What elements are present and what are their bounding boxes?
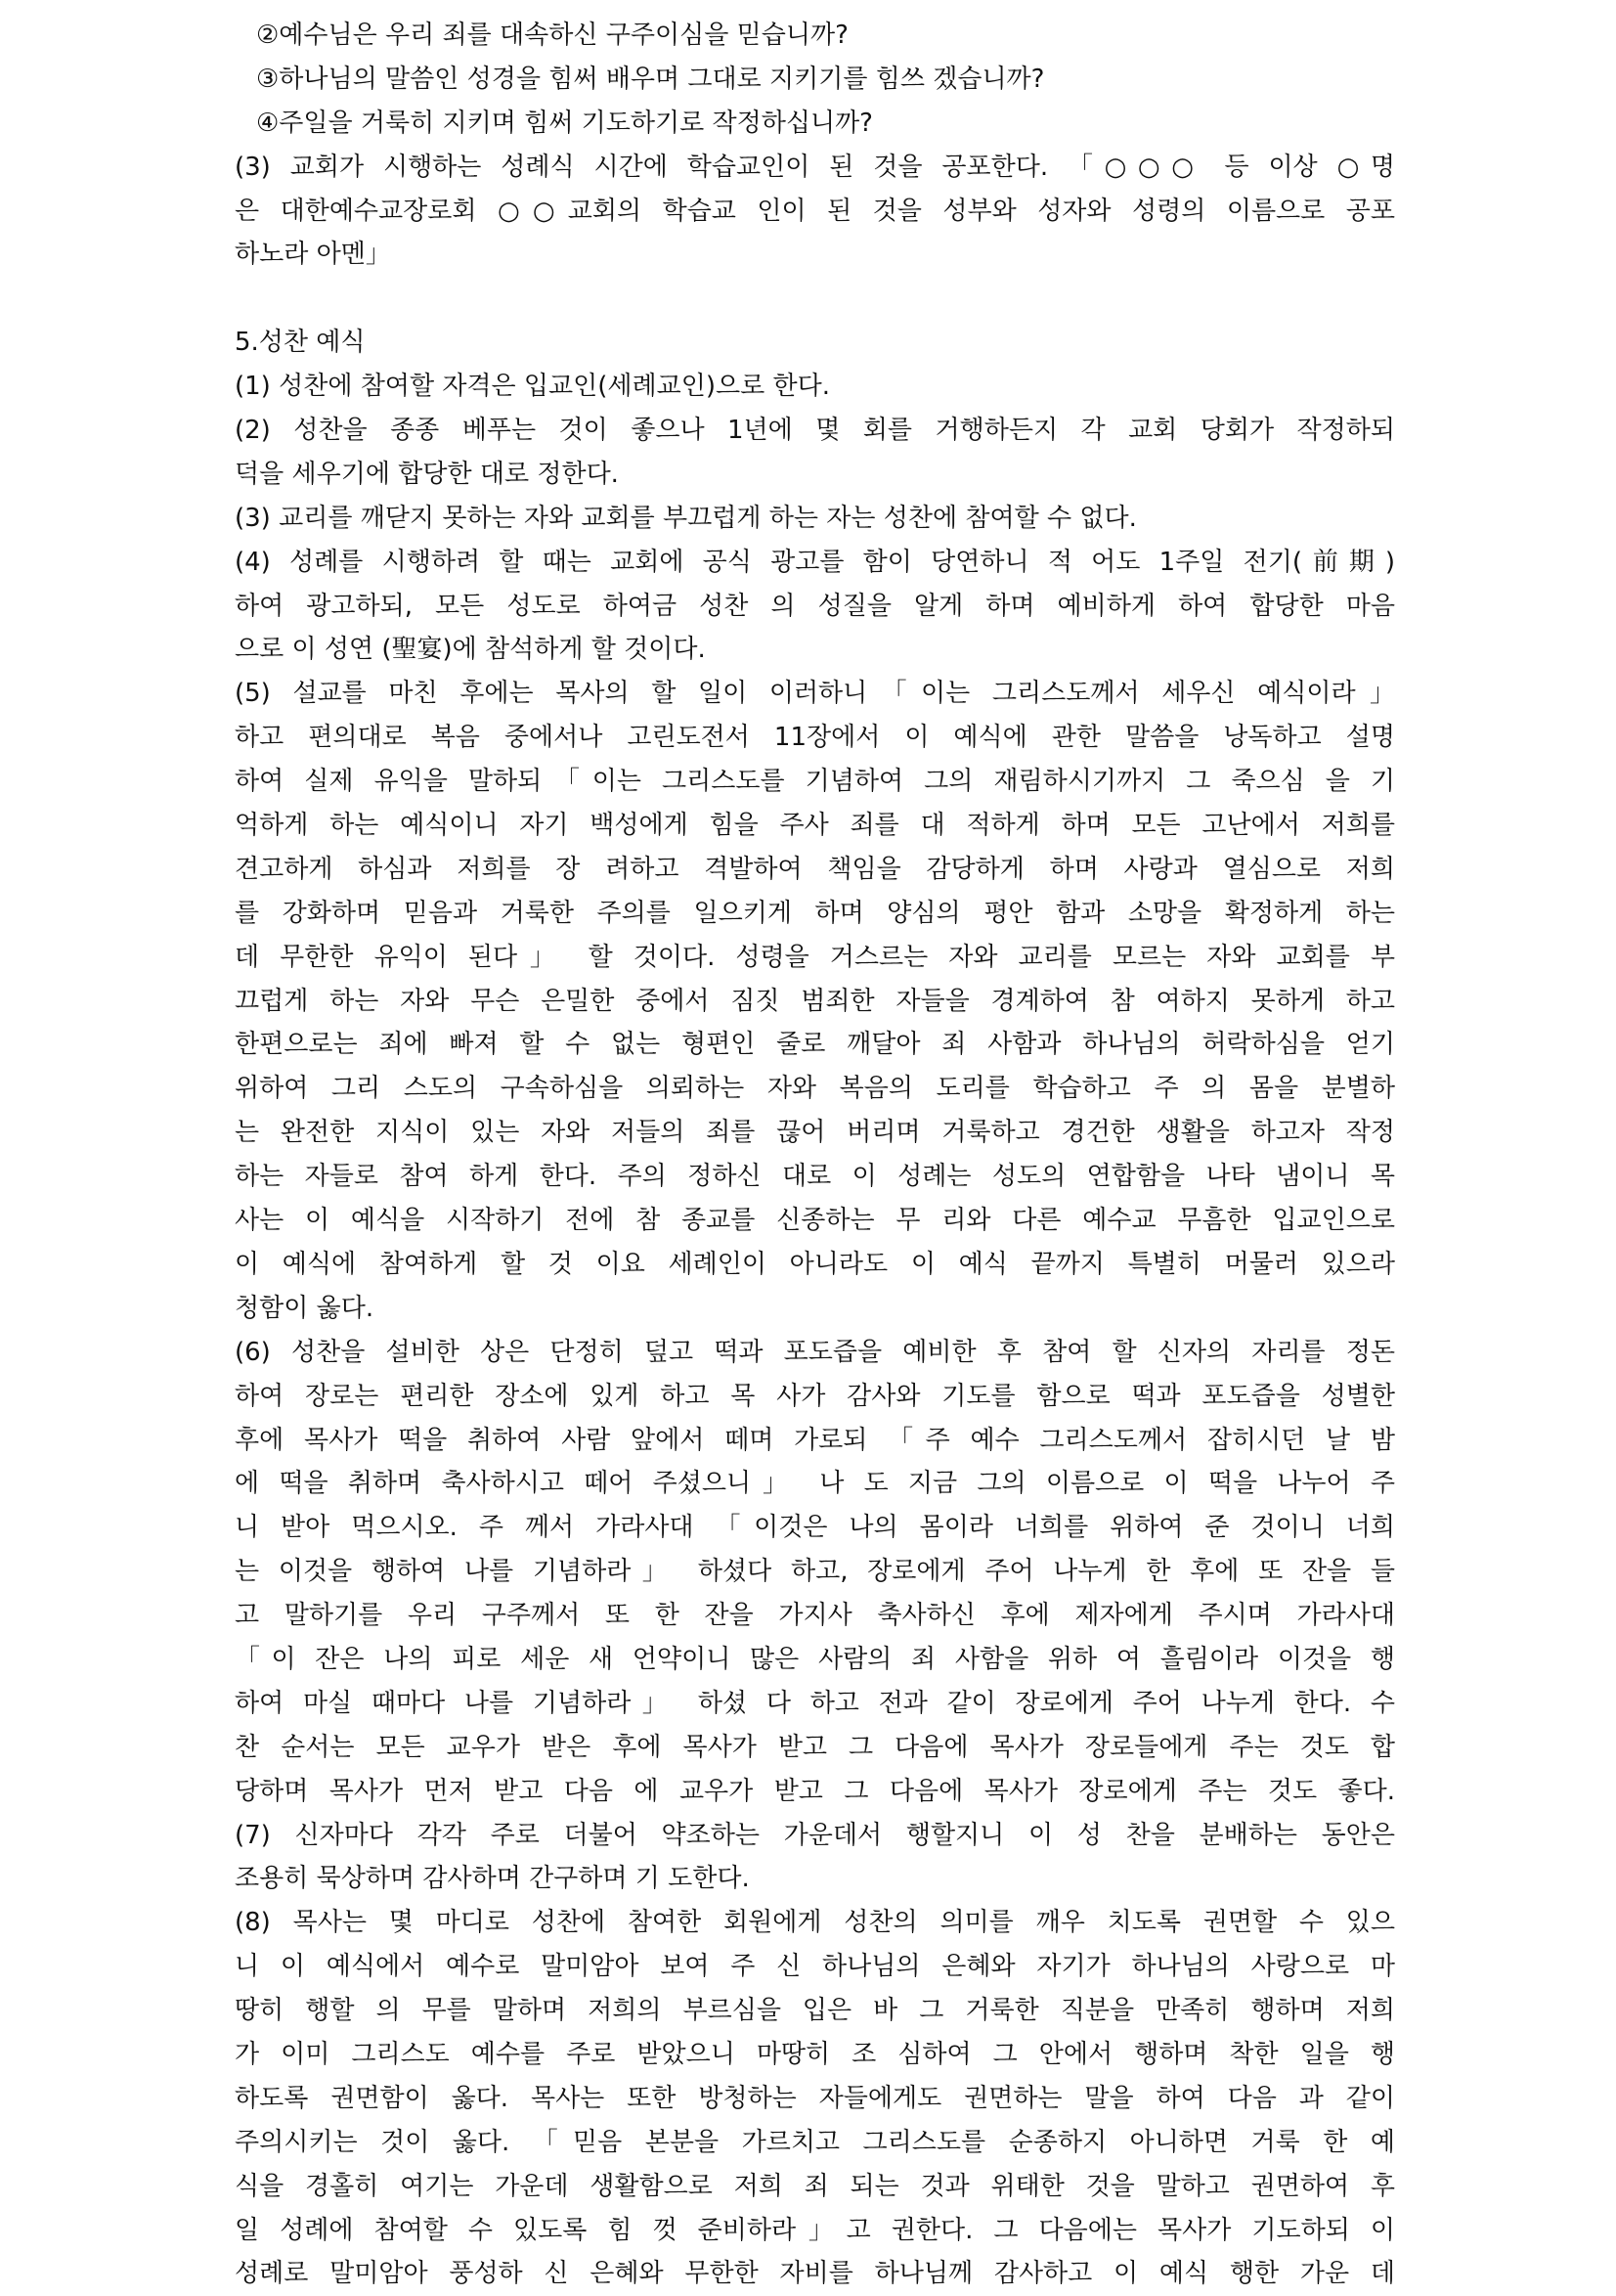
text-line: 를 강화하며 믿음과 거룩한 주의를 일으키게 하며 양심의 평안 함과 소망을 확정하게 하는 bbox=[235, 898, 1395, 928]
text-line: 하도록 권면함이 옳다. 목사는 또한 방청하는 자들에게도 권면하는 말을 하여 다음 과 같이 bbox=[235, 2083, 1395, 2113]
text-line: 조용히 묵상하며 감사하며 간구하며 기 도한다. bbox=[235, 1864, 750, 1894]
text-line: 데 무한한 유익이 된다」 할 것이다. 성령을 거스르는 자와 교리를 모르는 자와 교회를 부 bbox=[235, 942, 1395, 972]
text-line: 성례로 말미암아 풍성하 신 은혜와 무한한 자비를 하나님께 감사하고 이 예식 행한 가운 데 bbox=[235, 2259, 1395, 2289]
text-line: 일 성례에 참여할 수 있도록 힘 껏 준비하라」고 권한다. 그 다음에는 목사가 기도하되 이 bbox=[235, 2215, 1395, 2245]
text-line: 하노라 아멘」 bbox=[235, 240, 391, 270]
document-body bbox=[235, 14, 1395, 2296]
text-line: 찬 순서는 모든 교우가 받은 후에 목사가 받고 그 다음에 목사가 장로들에게 주는 것도 합 bbox=[235, 1732, 1395, 1762]
text-line: 는 완전한 지식이 있는 자와 저들의 죄를 끊어 버리며 거룩하고 경건한 생활을 하고자 작정 bbox=[235, 1118, 1395, 1148]
text-line: 청함이 옳다. bbox=[235, 1293, 374, 1323]
text-line: 5.성찬 예식 bbox=[235, 328, 366, 358]
text-line: (8) 목사는 몇 마디로 성찬에 참여한 회원에게 성찬의 의미를 깨우 치도록 권면할 수 있으 bbox=[235, 1908, 1395, 1938]
text-line: 견고하게 하심과 저희를 장 려하고 격발하여 책임을 감당하게 하며 사랑과 열심으로 저희 bbox=[235, 854, 1395, 884]
text-line: (3) 교리를 깨닫지 못하는 자와 교회를 부끄럽게 하는 자는 성찬에 참여할 수 없다. bbox=[235, 503, 1137, 533]
text-line: (1) 성찬에 참여할 자격은 입교인(세례교인)으로 한다. bbox=[235, 372, 831, 402]
text-line: 식을 경홀히 여기는 가운데 생활함으로 저희 죄 되는 것과 위태한 것을 말하고 권면하여 후 bbox=[235, 2171, 1395, 2201]
text-line: 니 받아 먹으시오. 주 께서 가라사대 「이것은 나의 몸이라 너희를 위하여 준 것이니 너희 bbox=[235, 1513, 1395, 1543]
text-line: 가 이미 그리스도 예수를 주로 받았으니 마땅히 조 심하여 그 안에서 행하며 착한 일을 행 bbox=[235, 2039, 1395, 2069]
text-line: 하여 광고하되, 모든 성도로 하여금 성찬 의 성질을 알게 하며 예비하게 하여 합당한 마음 bbox=[235, 591, 1395, 621]
text-line: 위하여 그리 스도의 구속하심을 의뢰하는 자와 복음의 도리를 학습하고 주 의 몸을 분별하 bbox=[235, 1074, 1395, 1104]
text-line: (3) 교회가 시행하는 성례식 시간에 학습교인이 된 것을 공포한다. 「○○○ 등 이상 ○명 bbox=[235, 152, 1395, 182]
text-line: 억하게 하는 예식이니 자기 백성에게 힘을 주사 죄를 대 적하게 하며 모든 고난에서 저희를 bbox=[235, 811, 1395, 841]
text-line: (6) 성찬을 설비한 상은 단정히 덮고 떡과 포도즙을 예비한 후 참여 할 신자의 자리를 정돈 bbox=[235, 1337, 1395, 1367]
text-line: 은 대한예수교장로회 ○○교회의 학습교 인이 된 것을 성부와 성자와 성령의 이름으로 공포 bbox=[235, 196, 1395, 226]
text-line: (7) 신자마다 각각 주로 더불어 약조하는 가운데서 행할지니 이 성 찬을 분배하는 동안은 bbox=[235, 1820, 1395, 1850]
blank-line bbox=[235, 277, 1395, 321]
text-line: 덕을 세우기에 합당한 대로 정한다. bbox=[235, 459, 619, 489]
text-line: 으로 이 성연 (聖宴)에 참석하게 할 것이다. bbox=[235, 635, 706, 665]
text-line: 하는 자들로 참여 하게 한다. 주의 정하신 대로 이 성례는 성도의 연합함을 나타 냄이니 목 bbox=[235, 1162, 1395, 1192]
text-line: 고 말하기를 우리 구주께서 또 한 잔을 가지사 축사하신 후에 제자에게 주시며 가라사대 bbox=[235, 1601, 1395, 1631]
text-line: 당하며 목사가 먼저 받고 다음 에 교우가 받고 그 다음에 목사가 장로에게 주는 것도 좋다. bbox=[235, 1776, 1395, 1806]
text-line: 땅히 행할 의 무를 말하며 저희의 부르심을 입은 바 그 거룩한 직분을 만족히 행하며 저희 bbox=[235, 1996, 1395, 2026]
text-line: 하고 편의대로 복음 중에서나 고린도전서 11장에서 이 예식에 관한 말씀을 낭독하고 설명 bbox=[235, 723, 1395, 753]
text-line: 사는 이 예식을 시작하기 전에 참 종교를 신종하는 무 리와 다른 예수교 무흠한 입교인으로 bbox=[235, 1206, 1395, 1236]
text-line: 하여 장로는 편리한 장소에 있게 하고 목 사가 감사와 기도를 함으로 떡과 포도즙을 성별한 bbox=[235, 1381, 1395, 1411]
text-line: 에 떡을 취하며 축사하시고 떼어 주셨으니」 나 도 지금 그의 이름으로 이 떡을 나누어 주 bbox=[235, 1469, 1395, 1499]
text-line: 니 이 예식에서 예수로 말미암아 보여 주 신 하나님의 은혜와 자기가 하나님의 사랑으로 마 bbox=[235, 1952, 1395, 1982]
text-line: ②예수님은 우리 죄를 대속하신 구주이심을 믿습니까? bbox=[256, 21, 849, 50]
text-line: (2) 성찬을 종종 베푸는 것이 좋으나 1년에 몇 회를 거행하든지 각 교회 당회가 작정하되 bbox=[235, 416, 1395, 446]
text-line: ③하나님의 말씀인 성경을 힘써 배우며 그대로 지키기를 힘쓰 겠습니까? bbox=[256, 64, 1045, 94]
text-line: (5) 설교를 마친 후에는 목사의 할 일이 이러하니「이는 그리스도께서 세우신 예식이라」 bbox=[235, 679, 1395, 709]
text-line: 후에 목사가 떡을 취하여 사람 앞에서 떼며 가로되 「주 예수 그리스도께서 잡히시던 날 밤 bbox=[235, 1425, 1395, 1455]
text-line: (4) 성례를 시행하려 할 때는 교회에 공식 광고를 함이 당연하니 적 어도 1주일 전기(前期) bbox=[235, 547, 1395, 577]
text-line: 주의시키는 것이 옳다. 「믿음 본분을 가르치고 그리스도를 순종하지 아니하면 거룩 한 예 bbox=[235, 2127, 1395, 2157]
text-line: 하여 마실 때마다 나를 기념하라」 하셨 다 하고 전과 같이 장로에게 주어 나누게 한다. 수 bbox=[235, 1688, 1395, 1718]
text-line: ④주일을 거룩히 지키며 힘써 기도하기로 작정하십니까? bbox=[256, 108, 873, 138]
text-line: 하여 실제 유익을 말하되「이는 그리스도를 기념하여 그의 재림하시기까지 그 죽으심 을 기 bbox=[235, 767, 1395, 797]
text-line: 한편으로는 죄에 빠져 할 수 없는 형편인 줄로 깨달아 죄 사함과 하나님의 허락하심을 얻기 bbox=[235, 1030, 1395, 1060]
text-line: 끄럽게 하는 자와 무슨 은밀한 중에서 짐짓 범죄한 자들을 경계하여 참 여하지 못하게 하고 bbox=[235, 986, 1395, 1016]
text-line: 「이 잔은 나의 피로 세운 새 언약이니 많은 사람의 죄 사함을 위하 여 흘림이라 이것을 행 bbox=[235, 1644, 1395, 1674]
text-line: 는 이것을 행하여 나를 기념하라」 하셨다 하고, 장로에게 주어 나누게 한 후에 또 잔을 들 bbox=[235, 1557, 1395, 1587]
text-line: 이 예식에 참여하게 할 것 이요 세례인이 아니라도 이 예식 끝까지 특별히 머물러 있으라 bbox=[235, 1249, 1395, 1279]
